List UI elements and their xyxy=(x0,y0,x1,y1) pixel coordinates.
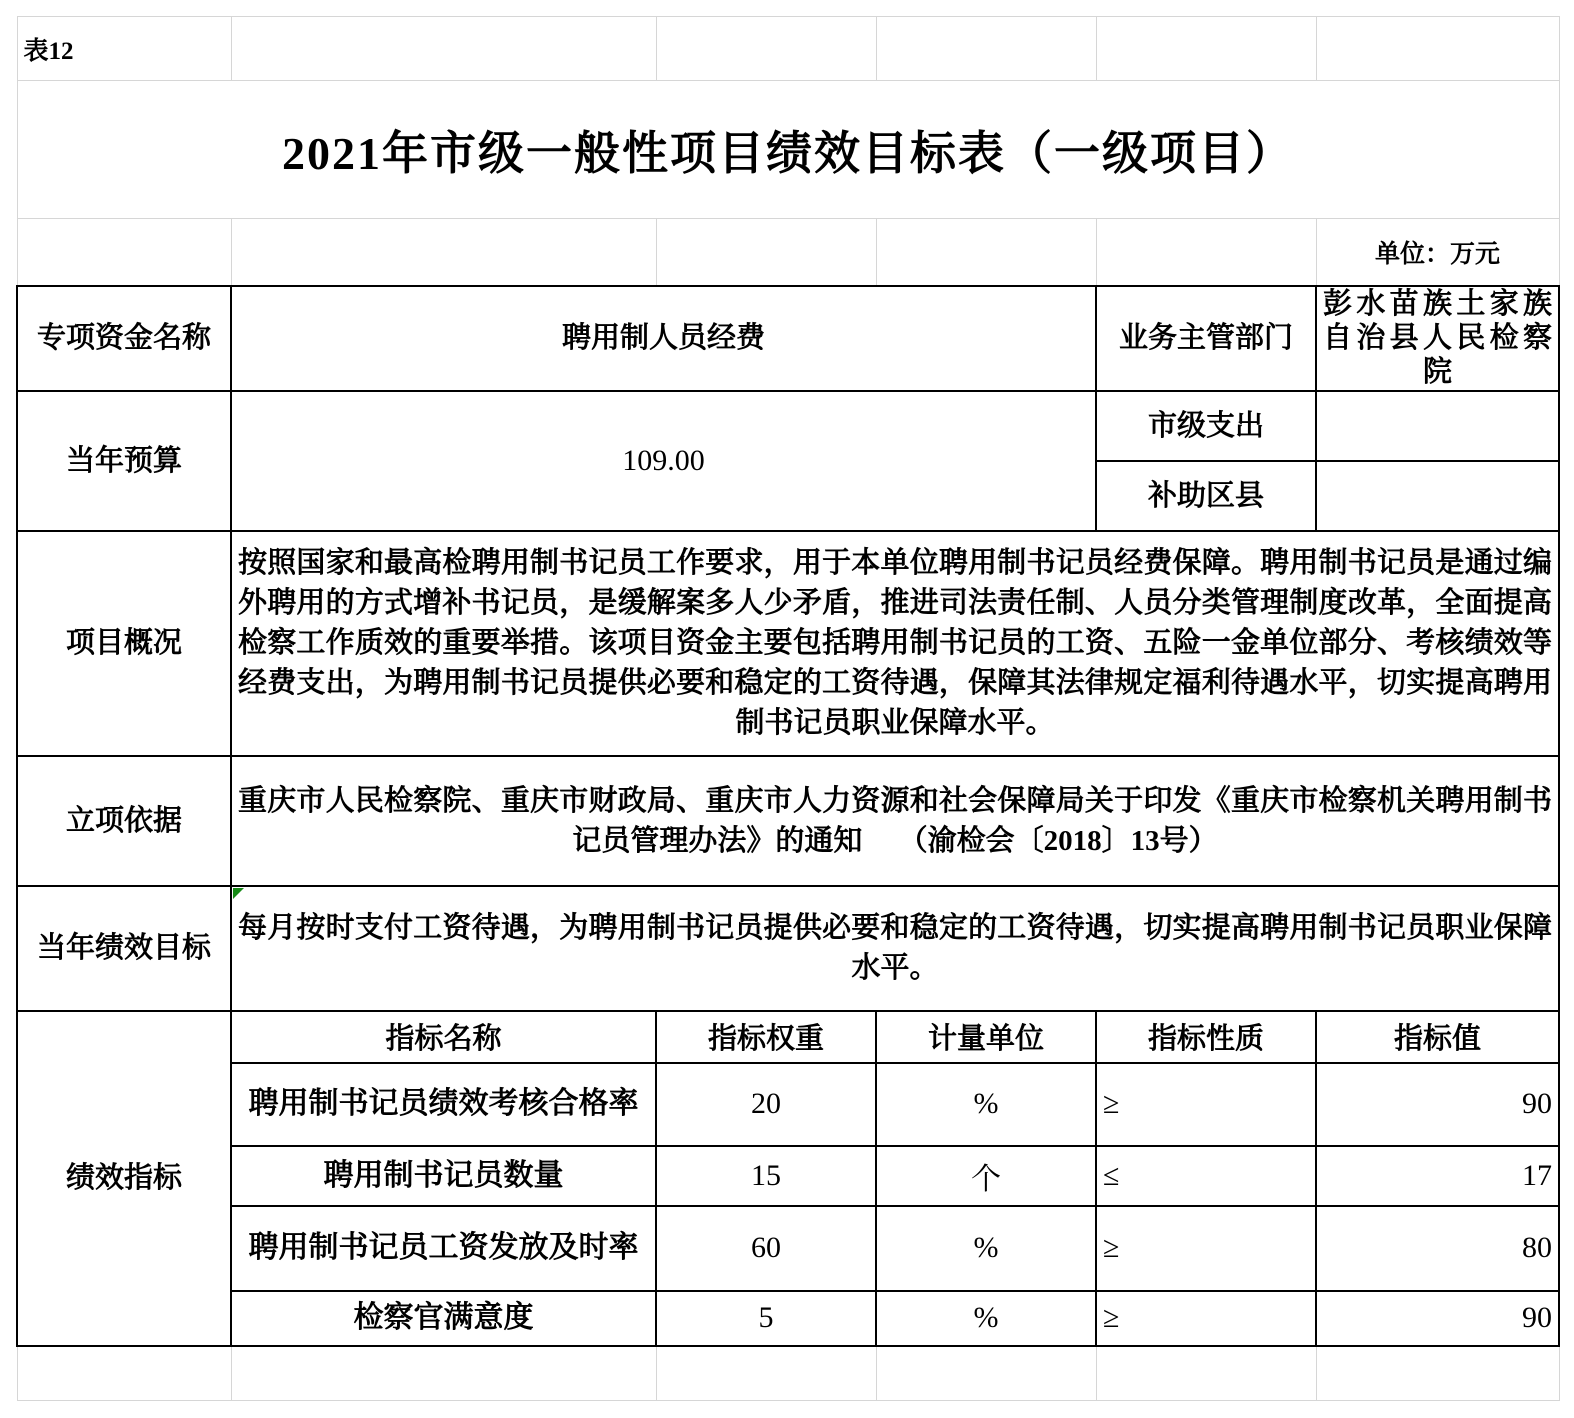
empty-cell xyxy=(231,17,656,81)
empty-cell xyxy=(656,219,876,286)
indicator-header-unit: 计量单位 xyxy=(876,1011,1096,1063)
table-row xyxy=(17,1146,1559,1206)
indicator-header-property: 指标性质 xyxy=(1096,1011,1316,1063)
empty-cell xyxy=(1316,17,1559,81)
fund-name-value-cell: 聘用制人员经费 xyxy=(231,286,1096,391)
table-row xyxy=(17,219,1559,286)
indicator-name-cell: 聘用制书记员数量 xyxy=(231,1146,656,1206)
indicator-header-name: 指标名称 xyxy=(231,1011,656,1063)
indicator-value-cell: 80 xyxy=(1316,1206,1559,1291)
empty-cell xyxy=(876,17,1096,81)
indicator-weight-cell: 60 xyxy=(656,1206,876,1291)
table-row xyxy=(17,391,1559,461)
indicator-unit-cell: % xyxy=(876,1291,1096,1346)
performance-target-table xyxy=(16,16,1560,1401)
goal-text-cell: 每月按时支付工资待遇，为聘用制书记员提供必要和稳定的工资待遇，切实提高聘用制书记员职业保障水平。 xyxy=(231,886,1559,1011)
indicator-value-cell: 90 xyxy=(1316,1291,1559,1346)
table-row xyxy=(17,756,1559,886)
county-subsidy-label-cell: 补助区县 xyxy=(1096,461,1316,531)
sheet-tag-cell: 表12 xyxy=(17,17,231,81)
empty-cell xyxy=(656,1346,876,1401)
empty-cell xyxy=(1096,1346,1316,1401)
dept-label-cell: 业务主管部门 xyxy=(1096,286,1316,391)
indicator-unit-cell: 个 xyxy=(876,1146,1096,1206)
overview-label-cell: 项目概况 xyxy=(17,531,231,756)
table-row xyxy=(17,886,1559,1011)
indicator-property-cell: ≥ xyxy=(1096,1063,1316,1146)
table-row xyxy=(17,17,1559,81)
table-row xyxy=(17,1346,1559,1401)
table-row xyxy=(17,1063,1559,1146)
indicator-unit-cell: % xyxy=(876,1206,1096,1291)
budget-label-cell: 当年预算 xyxy=(17,391,231,531)
page-title: 2021年市级一般性项目绩效目标表（一级项目） xyxy=(17,81,1559,219)
empty-cell xyxy=(17,1346,231,1401)
empty-cell xyxy=(17,219,231,286)
indicator-property-cell: ≥ xyxy=(1096,1291,1316,1346)
indicator-unit-cell: % xyxy=(876,1063,1096,1146)
indicator-property-cell: ≥ xyxy=(1096,1206,1316,1291)
empty-cell xyxy=(1096,17,1316,81)
table-row xyxy=(17,1206,1559,1291)
table-row xyxy=(17,81,1559,219)
county-subsidy-value-cell xyxy=(1316,461,1559,531)
empty-cell xyxy=(1316,1346,1559,1401)
indicator-header-value: 指标值 xyxy=(1316,1011,1559,1063)
overview-text-cell: 按照国家和最高检聘用制书记员工作要求，用于本单位聘用制书记员经费保障。聘用制书记员是通过编外聘用的方式增补书记员，是缓解案多人少矛盾，推进司法责任制、人员分类管理制度改革，全面提高检察工作质效的重要举措。该项目资金主要包括聘用制书记员的工资、五险一金单位部分、考核绩效等经费支出，为聘用制书记员提供必要和稳定的工资待遇，保障其法律规定福利待遇水平，切实提高聘用制书记员职业保障水平。 xyxy=(231,531,1559,756)
indicator-name-cell: 聘用制书记员工资发放及时率 xyxy=(231,1206,656,1291)
basis-text-cell: 重庆市人民检察院、重庆市财政局、重庆市人力资源和社会保障局关于印发《重庆市检察机关聘用制书记员管理办法》的通知 （渝检会〔2018〕13号） xyxy=(231,756,1559,886)
goal-label-cell: 当年绩效目标 xyxy=(17,886,231,1011)
empty-cell xyxy=(876,219,1096,286)
indicator-property-cell: ≤ xyxy=(1096,1146,1316,1206)
empty-cell xyxy=(231,1346,656,1401)
basis-label-cell: 立项依据 xyxy=(17,756,231,886)
city-expense-label-cell: 市级支出 xyxy=(1096,391,1316,461)
empty-cell xyxy=(231,219,656,286)
indicator-name-cell: 聘用制书记员绩效考核合格率 xyxy=(231,1063,656,1146)
empty-cell xyxy=(876,1346,1096,1401)
empty-cell xyxy=(656,17,876,81)
table-row xyxy=(17,1011,1559,1063)
budget-value-cell: 109.00 xyxy=(231,391,1096,531)
indicators-section-label-cell: 绩效指标 xyxy=(17,1011,231,1346)
empty-cell xyxy=(1096,219,1316,286)
indicator-name-cell: 检察官满意度 xyxy=(231,1291,656,1346)
indicator-header-weight: 指标权重 xyxy=(656,1011,876,1063)
indicator-weight-cell: 20 xyxy=(656,1063,876,1146)
unit-note: 单位：万元 xyxy=(1316,219,1559,286)
cell-comment-marker-icon xyxy=(233,888,244,899)
indicator-value-cell: 90 xyxy=(1316,1063,1559,1146)
indicator-value-cell: 17 xyxy=(1316,1146,1559,1206)
indicator-weight-cell: 5 xyxy=(656,1291,876,1346)
city-expense-value-cell xyxy=(1316,391,1559,461)
indicator-weight-cell: 15 xyxy=(656,1146,876,1206)
table-row xyxy=(17,531,1559,756)
table-row xyxy=(17,1291,1559,1346)
dept-value-cell: 彭水苗族土家族自治县人民检察院 xyxy=(1316,286,1559,391)
fund-name-label-cell: 专项资金名称 xyxy=(17,286,231,391)
table-row xyxy=(17,286,1559,391)
